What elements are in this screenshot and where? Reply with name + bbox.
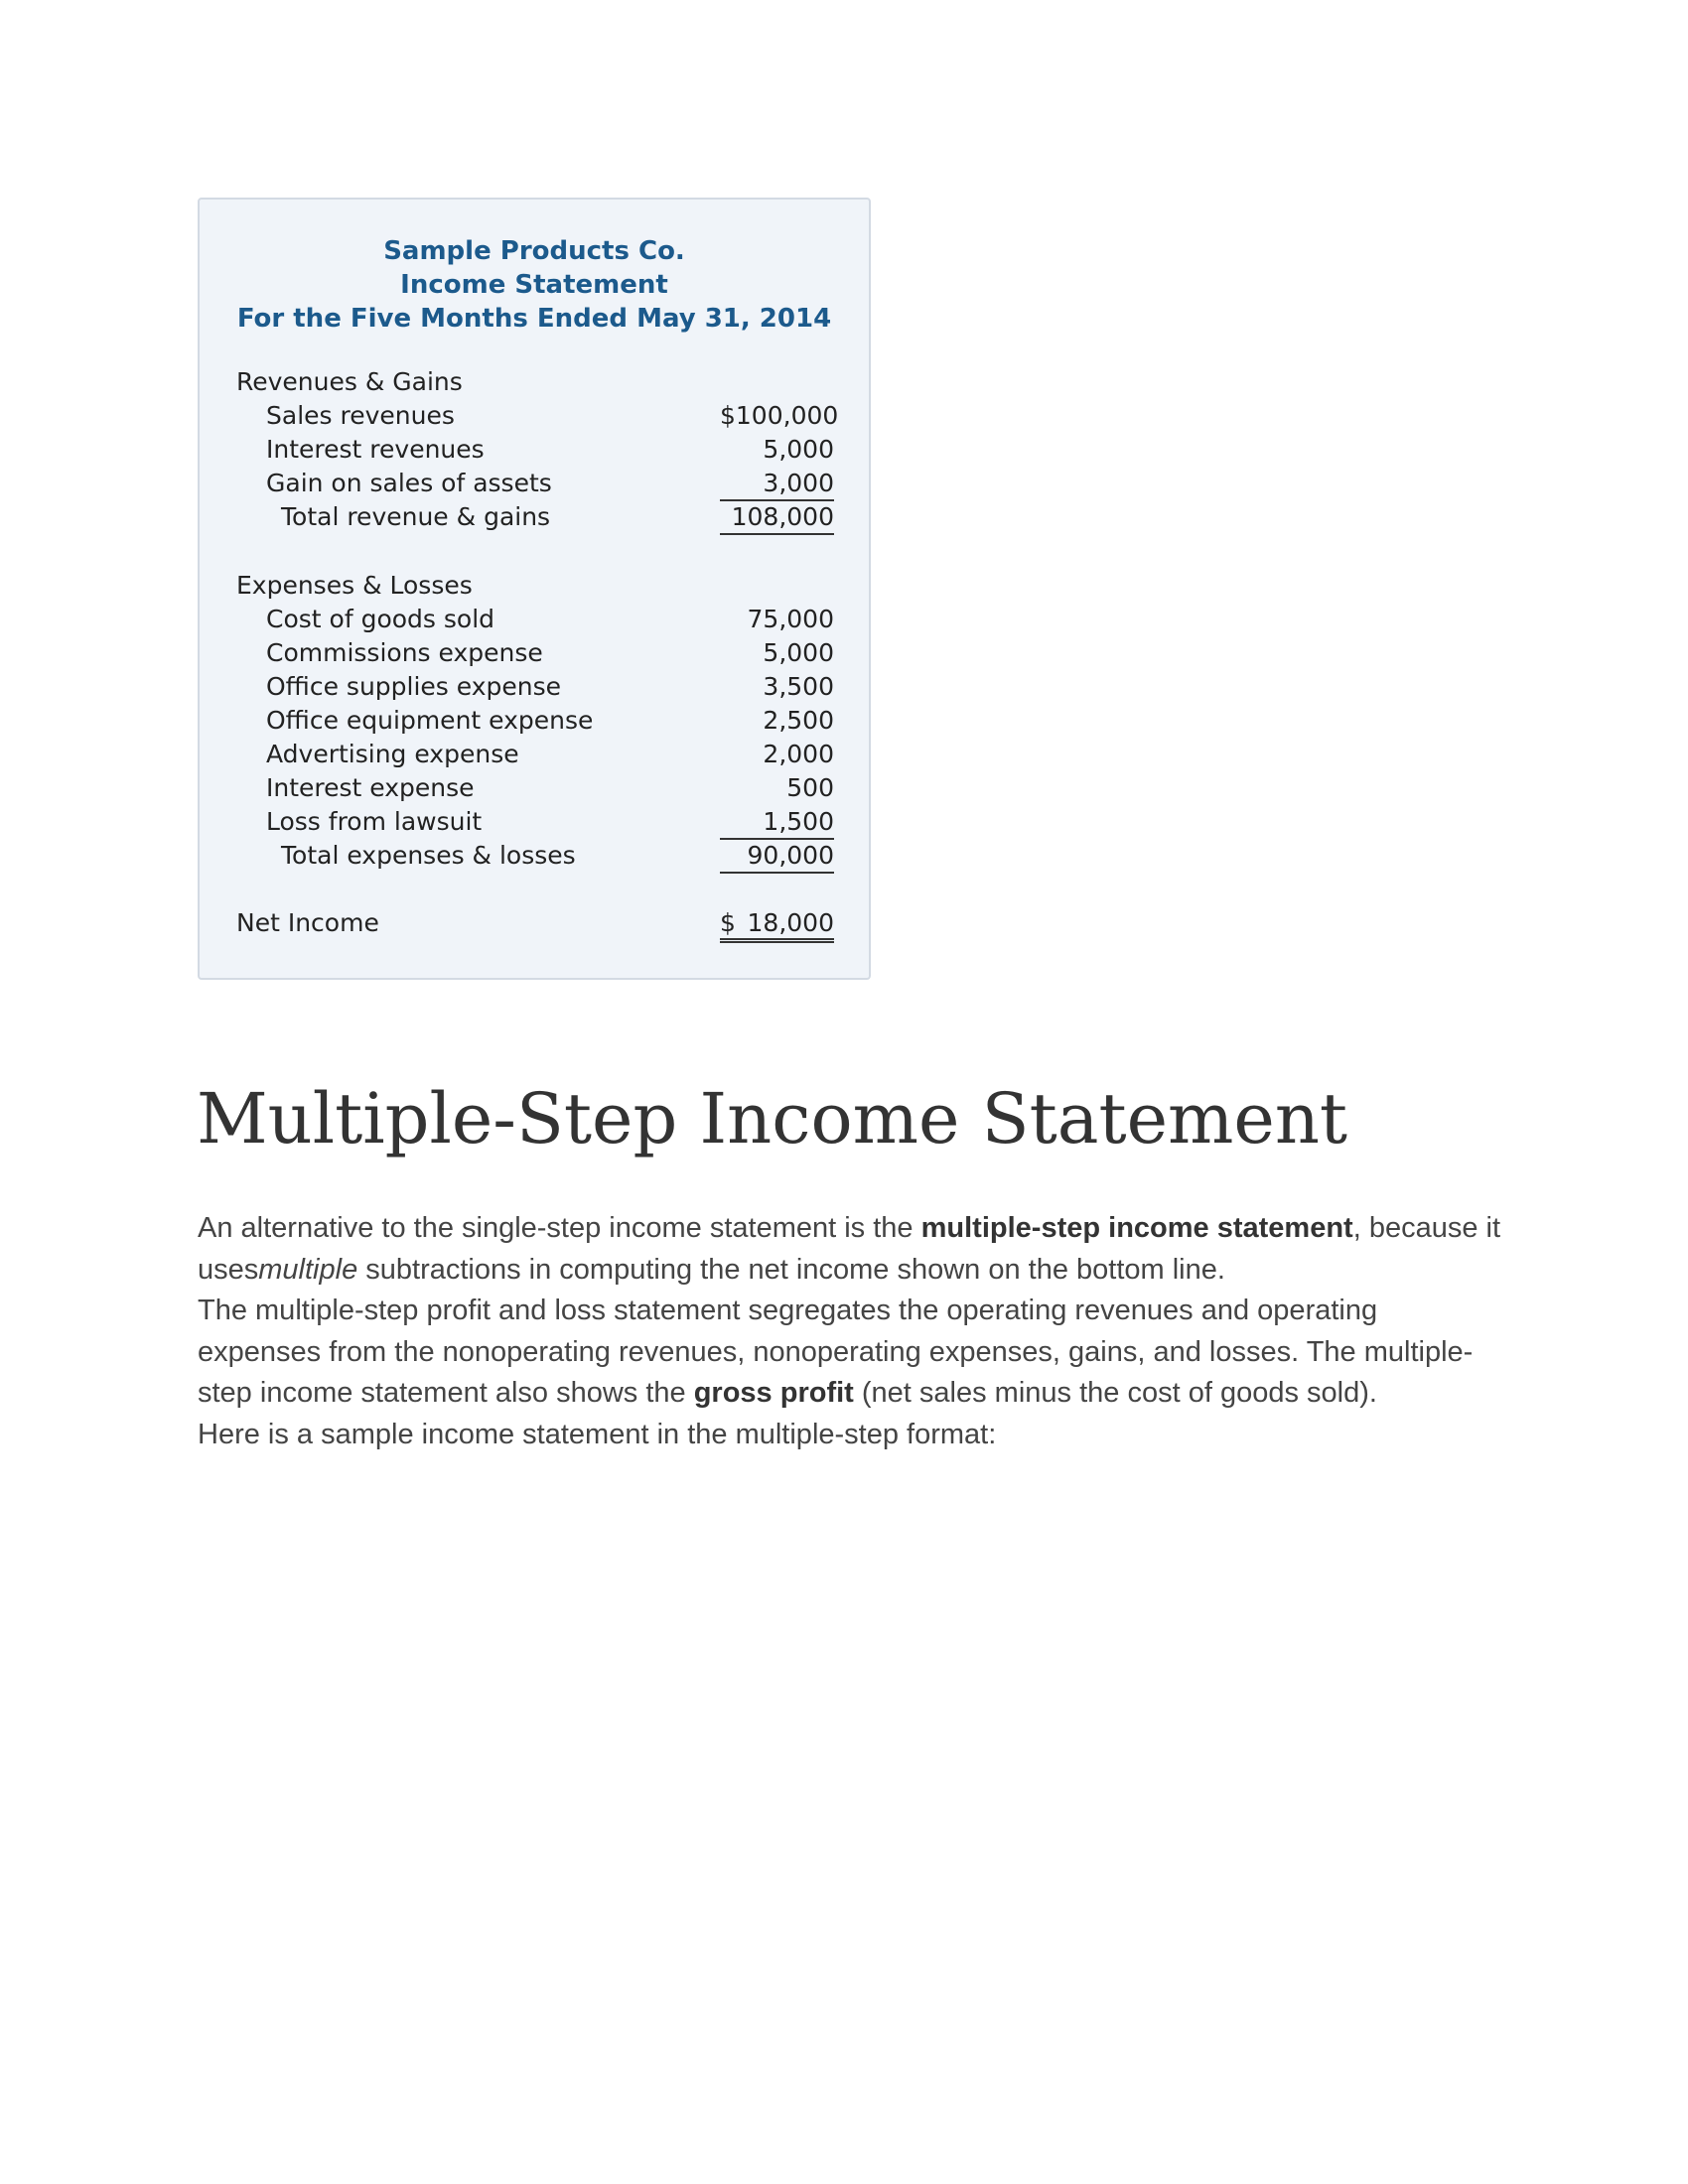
expenses-section-header bbox=[200, 569, 869, 603]
line-item-amount: 2,000 bbox=[763, 740, 834, 768]
statement-period: For the Five Months Ended May 31, 2014 bbox=[236, 304, 832, 334]
statement-line-item bbox=[200, 771, 869, 805]
line-item-label: Interest revenues bbox=[266, 435, 485, 464]
line-item-label: Office supplies expense bbox=[266, 672, 562, 701]
revenues-section-header bbox=[200, 365, 869, 399]
statement-title: Income Statement bbox=[400, 270, 668, 300]
statement-company-name: Sample Products Co. bbox=[383, 236, 685, 266]
paragraph-bold-term: multiple-step income statement bbox=[920, 1212, 1353, 1244]
paragraph-italic-term: multiple bbox=[258, 1253, 358, 1286]
paragraph-text: The multiple-step profit and loss statement segregates the operating revenues and operating expenses from the nonoperating revenues, nonoperating expenses, gains, and losses. The multiple-step income statement also shows the bbox=[198, 1295, 1474, 1409]
line-item-amount: 3,500 bbox=[763, 672, 834, 701]
paragraph-text: subtractions in computing the net income shown on the bottom line. bbox=[357, 1253, 1225, 1286]
revenue-total-row bbox=[200, 500, 869, 534]
paragraph-text: An alternative to the single-step income statement is the bbox=[198, 1212, 921, 1244]
line-item-label: Cost of goods sold bbox=[266, 605, 495, 633]
expense-total-label: Total expenses & losses bbox=[281, 841, 576, 870]
revenue-total-label: Total revenue & gains bbox=[281, 502, 551, 531]
statement-line-item bbox=[200, 704, 869, 738]
statement-line-item bbox=[200, 399, 869, 433]
line-item-amount: 1,500 bbox=[720, 805, 834, 840]
article-heading: Multiple-Step Income Statement bbox=[197, 1078, 1348, 1160]
expenses-section-label: Expenses & Losses bbox=[236, 571, 473, 600]
line-item-amount: 2,500 bbox=[763, 706, 834, 735]
revenues-section-label: Revenues & Gains bbox=[236, 367, 463, 396]
net-income-amount: 18,000 bbox=[747, 908, 834, 937]
line-item-amount: $100,000 bbox=[720, 401, 839, 430]
statement-line-item bbox=[200, 738, 869, 771]
statement-line-item bbox=[200, 805, 869, 839]
line-item-label: Gain on sales of assets bbox=[266, 469, 552, 497]
line-item-amount: 5,000 bbox=[763, 638, 834, 667]
statement-line-item bbox=[200, 636, 869, 670]
statement-line-item bbox=[200, 603, 869, 636]
paragraph-bold-term: gross profit bbox=[693, 1377, 854, 1409]
article-body bbox=[198, 1208, 1508, 1455]
line-item-amount: 5,000 bbox=[763, 435, 834, 464]
article-paragraph bbox=[198, 1291, 1508, 1415]
line-item-amount: 75,000 bbox=[747, 605, 834, 633]
line-item-label: Sales revenues bbox=[266, 401, 455, 430]
statement-line-item bbox=[200, 467, 869, 500]
line-item-label: Advertising expense bbox=[266, 740, 519, 768]
statement-line-item bbox=[200, 670, 869, 704]
line-item-label: Commissions expense bbox=[266, 638, 543, 667]
net-income-label: Net Income bbox=[236, 908, 379, 937]
income-statement-card bbox=[198, 198, 871, 980]
net-income-amount-cell bbox=[720, 906, 834, 943]
line-item-label: Loss from lawsuit bbox=[266, 807, 483, 836]
net-income-row bbox=[200, 906, 869, 940]
expense-total-row bbox=[200, 839, 869, 873]
revenue-total-amount: 108,000 bbox=[720, 500, 834, 535]
paragraph-text: , because it uses bbox=[198, 1212, 1501, 1286]
paragraph-text: (net sales minus the cost of goods sold). bbox=[853, 1377, 1377, 1409]
article-paragraph bbox=[198, 1208, 1508, 1291]
line-item-amount: 500 bbox=[786, 773, 834, 802]
line-item-amount: 3,000 bbox=[720, 467, 834, 501]
statement-line-item bbox=[200, 433, 869, 467]
article-paragraph: Here is a sample income statement in the multiple-step format: bbox=[198, 1418, 997, 1450]
expense-total-amount: 90,000 bbox=[720, 839, 834, 874]
line-item-label: Interest expense bbox=[266, 773, 475, 802]
net-income-currency: $ bbox=[720, 908, 736, 937]
line-item-label: Office equipment expense bbox=[266, 706, 594, 735]
